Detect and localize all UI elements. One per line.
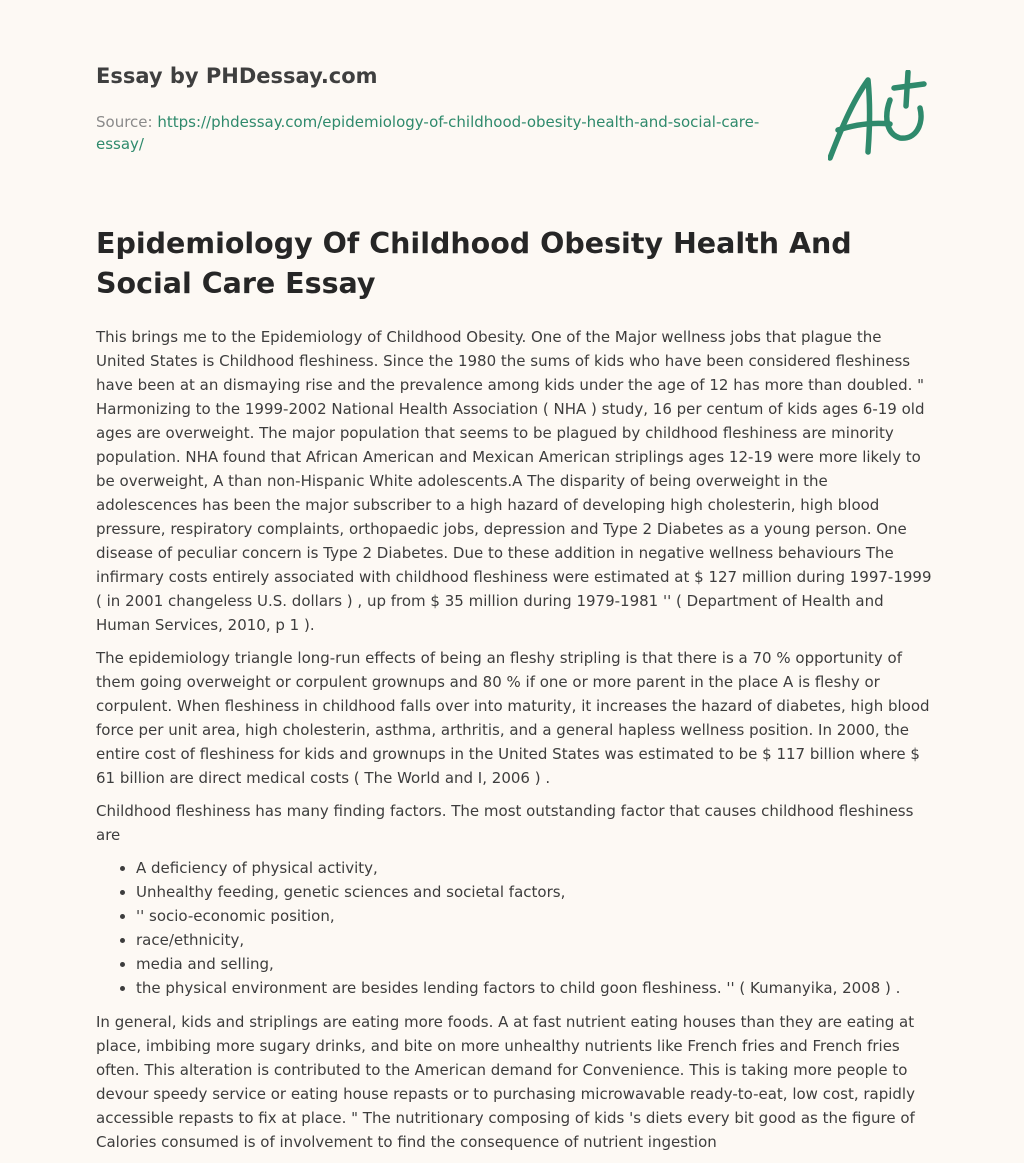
- list-item: • '' socio-economic position,: [136, 904, 932, 928]
- list-item: • Unhealthy feeding, genetic sciences and societal factors,: [136, 880, 932, 904]
- source-line: [96, 111, 786, 155]
- list-item: • A deficiency of physical activity,: [136, 856, 932, 880]
- list-item: • race/ethnicity,: [136, 928, 932, 952]
- site-brand: Essay by PHDessay.com: [96, 64, 378, 88]
- list-item: • the physical environment are besides lending factors to child goon fleshiness. '' ( Kumanyika, 2008 ) .: [136, 976, 932, 1000]
- paragraph-3: Childhood fleshiness has many finding factors. The most outstanding factor that causes childhood fleshiness are: [96, 802, 914, 844]
- list-item: • media and selling,: [136, 952, 932, 976]
- paragraph-4: In general, kids and striplings are eating more foods. A at fast nutrient eating houses than they are eating at place, imbibing more sugary drinks, and bite on more unhealthy nutrients like French fries and French fries often. This alteration is contributed to the American demand for Convenience. This is taking more people to devour speedy service or eating house repasts or to purchasing microwavable ready-to-eat, low cost, rapidly accessible repasts to fix at place. " The nutritionary composing of kids 's diets every bit good as the figure of Calories consumed is of involvement to find the consequence of nutrient ingestion: [96, 1013, 915, 1151]
- article-body: [96, 325, 932, 1163]
- a-plus-logo-icon: [828, 70, 928, 164]
- paragraph-1: This brings me to the Epidemiology of Childhood Obesity. One of the Major wellness jobs that plague the United States is Childhood fleshiness. Since the 1980 the sums of kids who have been considered fleshiness have been at an dismaying rise and the prevalence among kids under the age of 12 has more than doubled. " Harmonizing to the 1999-2002 National Health Association ( NHA ) study, 16 per centum of kids ages 6-19 old ages are overweight. The major population that seems to be plagued by childhood fleshiness are minority population. NHA found that African American and Mexican American striplings ages 12-19 were more likely to be overweight, A than non-Hispanic White adolescents.A The disparity of being overweight in the adolescences has been the major subscriber to a high hazard of developing high cholesterin, high blood pressure, respiratory complaints, orthopaedic jobs, depression and Type 2 Diabetes as a young person. One disease of peculiar concern is Type 2 Diabetes. Due to these addition in negative wellness behaviours The infirmary costs entirely associated with childhood fleshiness were estimated at $ 127 million during 1997-1999 ( in 2001 changeless U.S. dollars ) , up from $ 35 million during 1979-1981 '' ( Department of Health and Human Services, 2010, p 1 ).: [96, 328, 932, 634]
- source-link[interactable]: https://phdessay.com/epidemiology-of-childhood-obesity-health-and-social-care-essay/: [96, 113, 760, 153]
- source-label: Source:: [96, 113, 158, 131]
- factor-list: [96, 856, 932, 1000]
- article-title: Epidemiology Of Childhood Obesity Health And Social Care Essay: [96, 227, 852, 300]
- paragraph-2: The epidemiology triangle long-run effects of being an fleshy stripling is that there is a 70 % opportunity of them going overweight or corpulent grownups and 80 % if one or more parent in the place A is fleshy or corpulent. When fleshiness in childhood falls over into maturity, it increases the hazard of diabetes, high blood force per unit area, high cholesterin, asthma, arthritis, and a general hapless wellness position. In 2000, the entire cost of fleshiness for kids and grownups in the United States was estimated to be $ 117 billion where $ 61 billion are direct medical costs ( The World and I, 2006 ) .: [96, 649, 930, 787]
